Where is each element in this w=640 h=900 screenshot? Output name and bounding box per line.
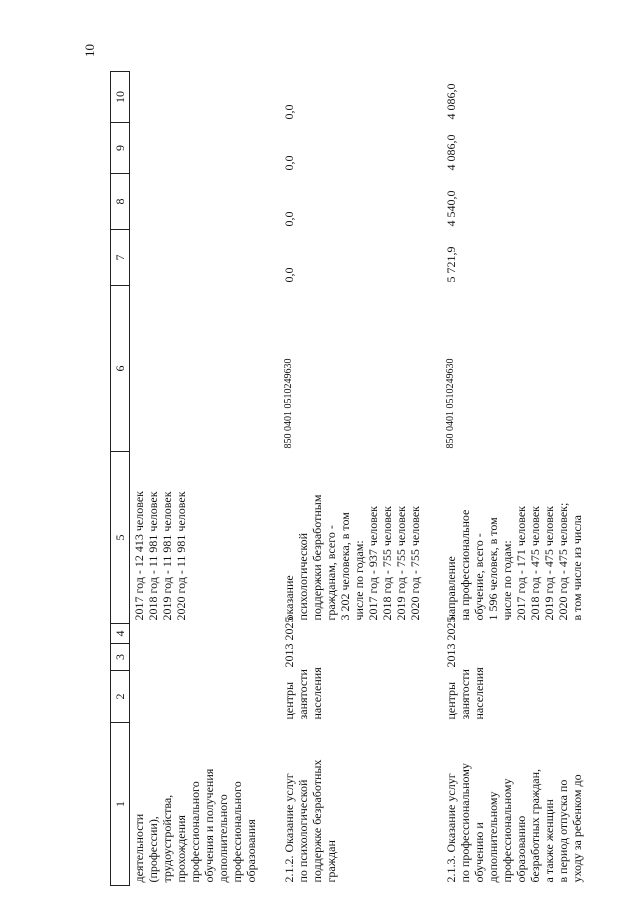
- header-col-10: 10: [111, 72, 130, 123]
- row-2-value-8: 4 540,0: [443, 190, 458, 227]
- header-col-4: 4: [111, 624, 130, 644]
- table-row: [130, 72, 280, 886]
- row-1-result: оказание психологической поддержки безработным гражданам, всего - 3 202 человека, в том числе по годам: 2017 год - 937 человек 2018 год - 755 человек 2019 год - 755 человек 2020 год - 755 человек: [281, 494, 422, 621]
- row-1-value-7: 0,0: [281, 267, 296, 283]
- header-col-8: 8: [111, 174, 130, 230]
- rotated-table-sheet: [110, 72, 584, 886]
- header-col-5: 5: [111, 452, 130, 624]
- row-1-value-10: 0,0: [281, 104, 296, 120]
- row-2-end-year: 2025: [443, 616, 458, 641]
- header-row: [111, 72, 130, 886]
- table-row: [442, 72, 586, 886]
- row-1-executor: центры занятости населения: [281, 667, 324, 720]
- row-1-budget-code: 850 0401 0510249630: [282, 358, 294, 449]
- header-col-2: 2: [111, 671, 130, 723]
- row-2-value-9: 4 086,0: [443, 134, 458, 171]
- page-number: 10: [82, 44, 97, 57]
- header-col-1: 1: [111, 723, 130, 886]
- row-1-description: 2.1.2. Оказание услуг по психологической поддержке безработных граждан: [281, 759, 338, 883]
- row-0-value-9: [130, 123, 280, 174]
- row-2-description: 2.1.3. Оказание услуг по профессиональному обучению и дополнительному профессиональному образованию безработных граждан, а также женщин в период отпуска по уходу за ребенком до: [443, 763, 584, 883]
- row-1-value-9: 0,0: [281, 155, 296, 171]
- program-table: [110, 71, 586, 886]
- row-0-result: 2017 год - 12 413 человек 2018 год - 11 981 человек 2019 год - 11 981 человек 2020 год - 11 981 человек: [132, 491, 188, 621]
- table-row: [280, 72, 442, 886]
- row-0-value-8: [130, 174, 280, 230]
- header-col-7: 7: [111, 230, 130, 286]
- row-0-start-year: [130, 644, 280, 671]
- row-1-start-year: 2013: [281, 643, 296, 668]
- row-0-budget-code: [130, 286, 280, 452]
- row-0-end-year: [130, 624, 280, 644]
- row-2-value-7: 5 721,9: [443, 246, 458, 283]
- row-2-executor: центры занятости населения: [443, 667, 486, 720]
- row-2-value-10: 4 086,0: [443, 83, 458, 120]
- row-1-end-year: 2025: [281, 616, 296, 641]
- row-0-description: деятельности (профессии), трудоустройства, прохождения профессионального обучения и получения дополнительного профессионального образования: [132, 768, 258, 883]
- row-0-value-10: [130, 72, 280, 123]
- row-2-result: направление на профессиональное обучение, всего - 1 596 человек, в том числе по годам: 2017 год - 171 человек 2018 год - 475 человек 2019 год - 475 человек 2020 год - 475 человек; в том числе из числа: [443, 502, 584, 621]
- row-1-value-8: 0,0: [281, 211, 296, 227]
- header-col-6: 6: [111, 286, 130, 452]
- row-0-executor: [130, 671, 280, 723]
- row-0-value-7: [130, 230, 280, 286]
- row-2-start-year: 2013: [443, 643, 458, 668]
- header-col-9: 9: [111, 123, 130, 174]
- header-col-3: 3: [111, 644, 130, 671]
- row-2-budget-code: 850 0401 0510249630: [444, 358, 456, 449]
